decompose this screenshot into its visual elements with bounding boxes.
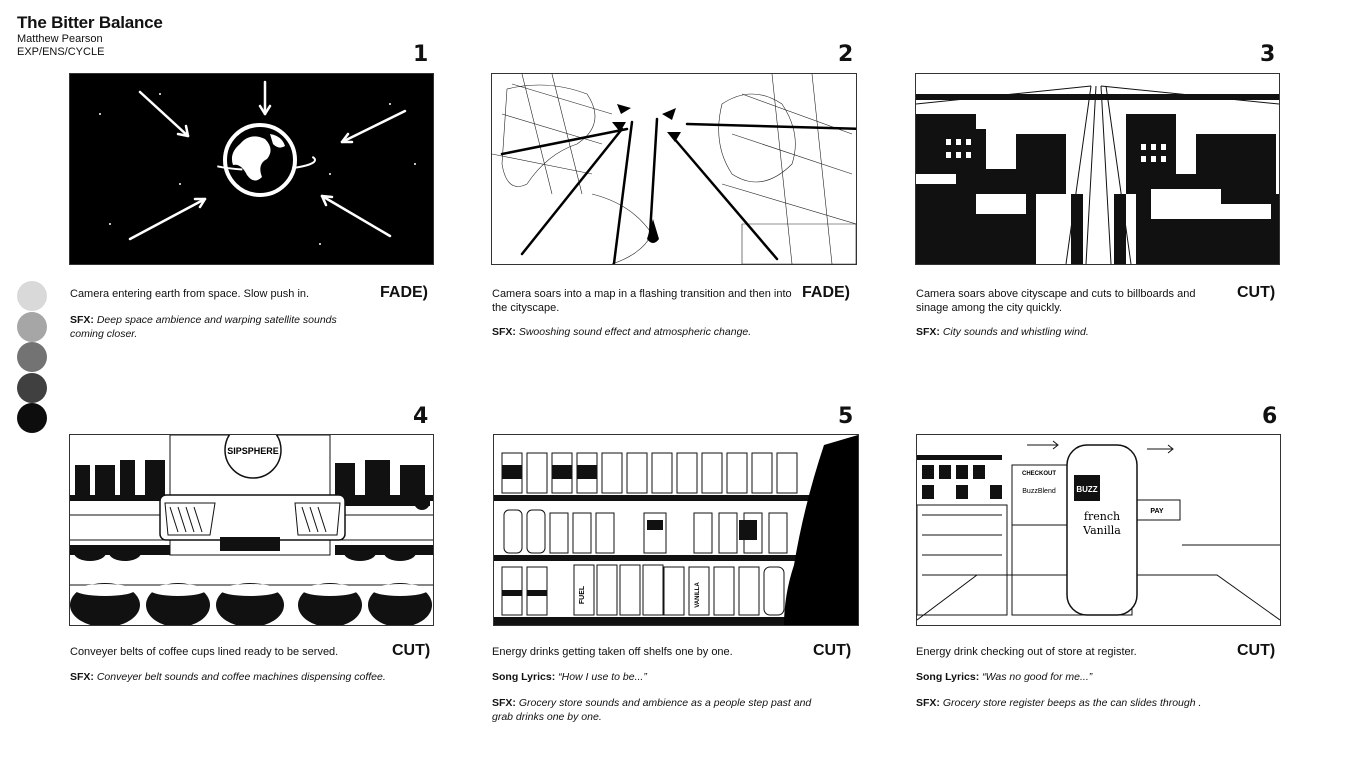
panel-1-caption: Camera entering earth from space. Slow push in. bbox=[70, 288, 310, 300]
panel-2-caption: Camera soars into a map in a flashing transition and then into the cityscape. bbox=[492, 288, 792, 314]
swatch-5 bbox=[17, 403, 47, 433]
panel-4-sfx bbox=[70, 670, 410, 684]
earth-space-sketch bbox=[70, 74, 433, 264]
swatch-4 bbox=[17, 373, 47, 403]
vanilla-label: VANILLA bbox=[695, 582, 701, 608]
sfx-label: SFX: bbox=[70, 671, 94, 683]
sfx-label: SFX: bbox=[70, 314, 94, 326]
panel-6-lyrics bbox=[916, 670, 1236, 684]
swatch-3 bbox=[17, 342, 47, 372]
sfx-label: SFX: bbox=[492, 697, 516, 709]
cityscape-sketch bbox=[916, 74, 1279, 264]
swatch-2 bbox=[17, 312, 47, 342]
greyscale-palette bbox=[17, 281, 47, 434]
panel-4-transition: CUT) bbox=[392, 642, 431, 659]
panel-3-sfx bbox=[916, 325, 1236, 339]
lyrics-text: “Was no good for me...” bbox=[982, 671, 1093, 683]
panel-1-transition: FADE) bbox=[380, 284, 428, 301]
panel-1-sfx bbox=[70, 313, 360, 341]
panel-2-frame bbox=[491, 73, 857, 265]
panel-5-frame bbox=[493, 434, 859, 626]
panel-number: 3 bbox=[1260, 42, 1276, 67]
project-code: EXP/ENS/CYCLE bbox=[17, 46, 105, 58]
author-name: Matthew Pearson bbox=[17, 33, 103, 45]
checkout-sign: CHECKOUT bbox=[1022, 471, 1056, 477]
panel-5-sfx bbox=[492, 696, 812, 724]
panel-6-sfx bbox=[916, 696, 1236, 710]
lyrics-label: Song Lyrics: bbox=[492, 671, 556, 683]
panel-6-transition: CUT) bbox=[1237, 642, 1276, 659]
sfx-label: SFX: bbox=[492, 326, 516, 338]
sfx-text: Grocery store sounds and ambience as a people step past and grab drinks one by one. bbox=[492, 697, 812, 723]
can-brand: BUZZ bbox=[1076, 485, 1098, 494]
sfx-text: Deep space ambience and warping satellite sounds coming closer. bbox=[70, 314, 337, 340]
fuel-label: FUEL bbox=[579, 585, 586, 605]
swatch-1 bbox=[17, 281, 47, 311]
panel-2-sfx bbox=[492, 325, 812, 339]
panel-6-frame bbox=[916, 434, 1281, 626]
machine-sign: SIPSPHERE bbox=[227, 446, 279, 456]
panel-5-transition: CUT) bbox=[813, 642, 852, 659]
can-flavor-2: Vanilla bbox=[1083, 524, 1121, 537]
storyboard-header bbox=[17, 13, 163, 59]
panel-5-caption: Energy drinks getting taken off shelfs one by one. bbox=[492, 646, 733, 658]
coffee-machine-sketch bbox=[70, 435, 433, 625]
panel-2-transition: FADE) bbox=[802, 284, 850, 301]
panel-1-frame bbox=[69, 73, 434, 265]
brand-sign: BuzzBlend bbox=[1022, 488, 1056, 495]
panel-4-frame bbox=[69, 434, 434, 626]
sfx-text: Conveyer belt sounds and coffee machines dispensing coffee. bbox=[96, 671, 386, 683]
pay-sign: PAY bbox=[1150, 508, 1164, 515]
panel-3-transition: CUT) bbox=[1237, 284, 1276, 301]
panel-number: 2 bbox=[838, 42, 854, 67]
drink-shelf-sketch bbox=[494, 435, 858, 625]
can-flavor-1: french bbox=[1083, 510, 1121, 523]
map-transition-sketch bbox=[492, 74, 856, 264]
sfx-text: City sounds and whistling wind. bbox=[942, 326, 1089, 338]
storyboard-title: The Bitter Balance bbox=[17, 13, 163, 32]
panel-number: 1 bbox=[413, 42, 429, 67]
lyrics-text: “How I use to be...” bbox=[558, 671, 647, 683]
sfx-label: SFX: bbox=[916, 697, 940, 709]
sfx-text: Grocery store register beeps as the can slides through . bbox=[942, 697, 1202, 709]
panel-number: 6 bbox=[1262, 404, 1278, 429]
panel-number: 4 bbox=[413, 404, 429, 429]
panel-3-caption: Camera soars above cityscape and cuts to billboards and sinage among the city quickly. bbox=[916, 288, 1196, 314]
panel-4-caption: Conveyer belts of coffee cups lined ready to be served. bbox=[70, 646, 339, 658]
panel-6-caption: Energy drink checking out of store at register. bbox=[916, 646, 1137, 658]
panel-5-lyrics bbox=[492, 670, 812, 684]
sfx-label: SFX: bbox=[916, 326, 940, 338]
lyrics-label: Song Lyrics: bbox=[916, 671, 980, 683]
panel-3-frame bbox=[915, 73, 1280, 265]
panel-number: 5 bbox=[838, 404, 854, 429]
checkout-counter-sketch bbox=[917, 435, 1280, 625]
sfx-text: Swooshing sound effect and atmospheric change. bbox=[518, 326, 752, 338]
